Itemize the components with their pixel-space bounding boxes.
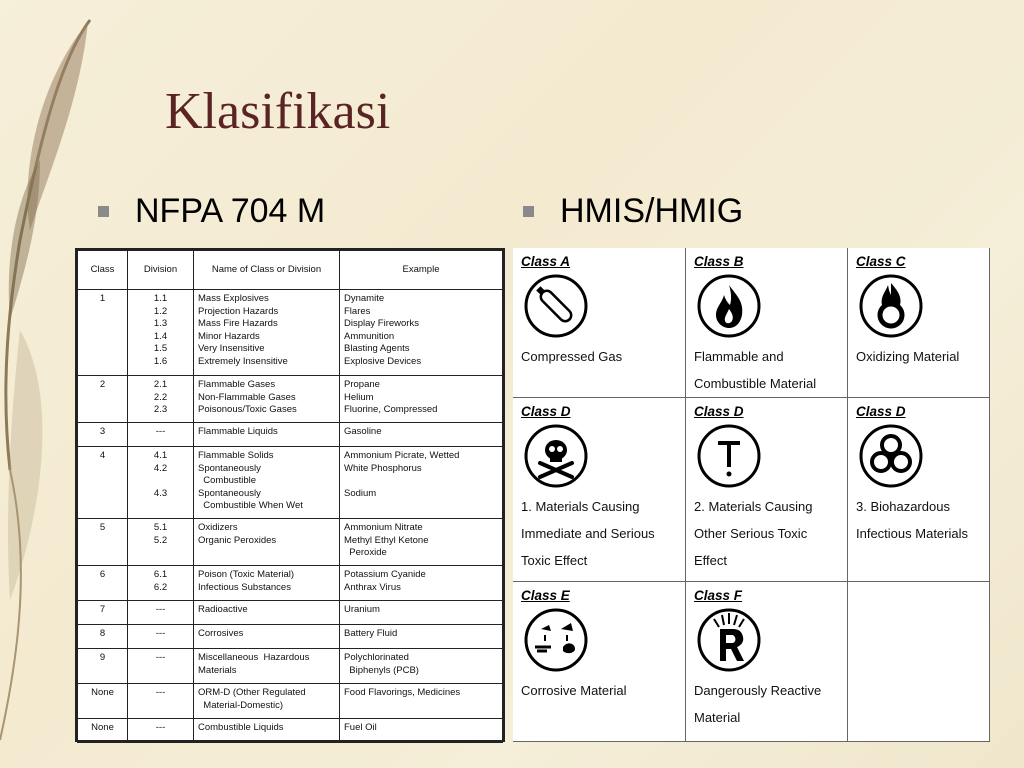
hmis-cell (848, 248, 990, 398)
hmis-cell (686, 582, 848, 742)
hmis-cell (513, 582, 686, 742)
table-row (78, 649, 503, 684)
hmis-class-label: Class D (521, 404, 571, 419)
column-header: Division (128, 251, 194, 290)
table-row (78, 566, 503, 601)
column-header: Name of Class or Division (194, 251, 340, 290)
division-cell: 6.1 6.2 (128, 566, 194, 601)
division-cell: 2.1 2.2 2.3 (128, 376, 194, 423)
class-cell: 5 (78, 519, 128, 566)
column-header: Class (78, 251, 128, 290)
hmis-class-label: Class A (521, 254, 571, 269)
division-cell: --- (128, 719, 194, 743)
example-cell: Polychlorinated Biphenyls (PCB) (340, 649, 503, 684)
class-cell: 4 (78, 447, 128, 519)
hmis-class-label: Class F (694, 588, 743, 603)
slide-title: Klasifikasi (165, 83, 391, 140)
hmis-description: Flammable and Combustible Material (694, 349, 817, 391)
hmis-grid (513, 248, 990, 742)
hmis-description: Oxidizing Material (856, 349, 960, 364)
class-cell: 2 (78, 376, 128, 423)
example-cell: Dynamite Flares Display Fireworks Ammunition Blasting Agents Explosive Devices (340, 290, 503, 376)
flame-icon (696, 273, 762, 339)
class-cell: 7 (78, 601, 128, 625)
bullet-label: NFPA 704 M (135, 192, 326, 230)
table-row (78, 519, 503, 566)
name-cell: Flammable Solids Spontaneously Combustible Spontaneously Combustible When Wet (194, 447, 340, 519)
example-cell: Food Flavorings, Medicines (340, 684, 503, 719)
division-cell: 4.1 4.2 4.3 (128, 447, 194, 519)
example-cell: Ammonium Nitrate Methyl Ethyl Ketone Peroxide (340, 519, 503, 566)
hmis-description: 1. Materials Causing Immediate and Serious Toxic Effect (521, 499, 655, 568)
skull-crossbones-icon (523, 423, 589, 489)
class-cell: 8 (78, 625, 128, 649)
division-cell: --- (128, 601, 194, 625)
table-row (78, 601, 503, 625)
hmis-class-label: Class E (521, 588, 570, 603)
hmis-empty-cell (848, 582, 990, 742)
flame-over-circle-icon (858, 273, 924, 339)
division-cell: --- (128, 684, 194, 719)
class-cell: 3 (78, 423, 128, 447)
hmis-description: Compressed Gas (521, 349, 623, 364)
example-cell: Ammonium Picrate, Wetted White Phosphorus Sodium (340, 447, 503, 519)
bullet-square-icon (523, 206, 534, 217)
name-cell: Combustible Liquids (194, 719, 340, 743)
reactive-r-icon (696, 607, 762, 673)
hmis-description: 2. Materials Causing Other Serious Toxic Effect (694, 499, 813, 568)
division-cell: --- (128, 423, 194, 447)
hmis-class-label: Class D (694, 404, 744, 419)
toxic-t-icon (696, 423, 762, 489)
hmis-cell (513, 248, 686, 398)
table-row (78, 684, 503, 719)
example-cell: Potassium Cyanide Anthrax Virus (340, 566, 503, 601)
hmis-class-label: Class B (694, 254, 744, 269)
class-cell: 9 (78, 649, 128, 684)
bullet-square-icon (98, 206, 109, 217)
name-cell: ORM-D (Other Regulated Material-Domestic) (194, 684, 340, 719)
hmis-cell (848, 398, 990, 582)
nfpa-table (75, 248, 505, 742)
class-cell: 6 (78, 566, 128, 601)
division-cell: --- (128, 649, 194, 684)
name-cell: Radioactive (194, 601, 340, 625)
table-row (78, 290, 503, 376)
name-cell: Flammable Liquids (194, 423, 340, 447)
bullet-nfpa (98, 192, 325, 231)
hmis-cell (513, 398, 686, 582)
class-cell: None (78, 684, 128, 719)
biohazard-icon (858, 423, 924, 489)
hmis-description: Dangerously Reactive Material (694, 683, 822, 725)
hmis-cell (686, 248, 848, 398)
corrosive-icon (523, 607, 589, 673)
table-row (78, 447, 503, 519)
table-header-row (78, 251, 503, 290)
table-row (78, 625, 503, 649)
table-row (78, 719, 503, 743)
example-cell: Gasoline (340, 423, 503, 447)
table-row (78, 423, 503, 447)
hmis-class-label: Class D (856, 404, 906, 419)
name-cell: Mass Explosives Projection Hazards Mass Fire Hazards Minor Hazards Very Insensitive Extremely Insensitive (194, 290, 340, 376)
name-cell: Oxidizers Organic Peroxides (194, 519, 340, 566)
division-cell: --- (128, 625, 194, 649)
example-cell: Fuel Oil (340, 719, 503, 743)
bullet-hmis (523, 192, 743, 231)
division-cell: 1.1 1.2 1.3 1.4 1.5 1.6 (128, 290, 194, 376)
gas-cylinder-icon (523, 273, 589, 339)
name-cell: Miscellaneous Hazardous Materials (194, 649, 340, 684)
class-cell: 1 (78, 290, 128, 376)
example-cell: Battery Fluid (340, 625, 503, 649)
hmis-description: 3. Biohazardous Infectious Materials (856, 499, 968, 541)
name-cell: Poison (Toxic Material) Infectious Substances (194, 566, 340, 601)
name-cell: Corrosives (194, 625, 340, 649)
class-cell: None (78, 719, 128, 743)
name-cell: Flammable Gases Non-Flammable Gases Poisonous/Toxic Gases (194, 376, 340, 423)
example-cell: Propane Helium Fluorine, Compressed (340, 376, 503, 423)
table-row (78, 376, 503, 423)
column-header: Example (340, 251, 503, 290)
example-cell: Uranium (340, 601, 503, 625)
hmis-class-label: Class C (856, 254, 906, 269)
hmis-cell (686, 398, 848, 582)
bullet-label: HMIS/HMIG (560, 192, 744, 230)
hmis-description: Corrosive Material (521, 683, 627, 698)
division-cell: 5.1 5.2 (128, 519, 194, 566)
